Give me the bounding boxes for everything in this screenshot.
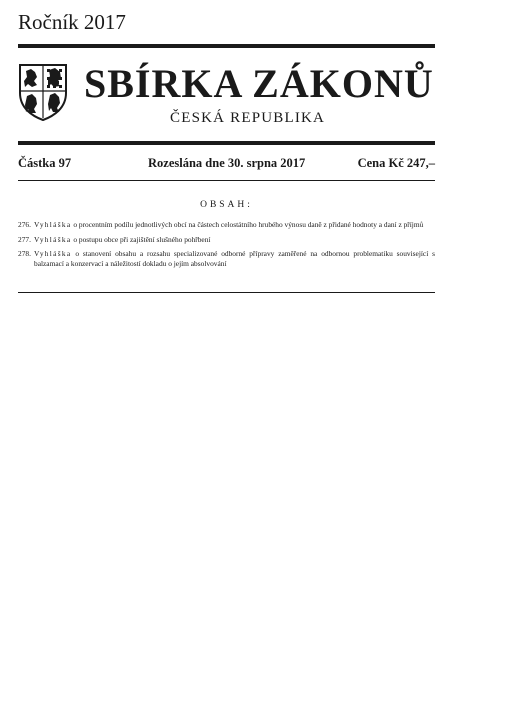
contents-bottom-rule bbox=[18, 292, 435, 293]
toc-item-number: 276. bbox=[18, 220, 31, 229]
toc-item-type: Vyhláška bbox=[34, 234, 72, 244]
table-of-contents bbox=[18, 220, 435, 273]
toc-item-description bbox=[34, 235, 435, 245]
contents-heading: OBSAH: bbox=[200, 200, 253, 210]
issue-part: Částka 97 bbox=[18, 156, 72, 170]
publication-subtitle: ČESKÁ REPUBLIKA bbox=[170, 110, 326, 126]
issue-distribution-date: Rozeslána dne 30. srpna 2017 bbox=[148, 156, 306, 170]
toc-item-number: 277. bbox=[18, 234, 31, 244]
volume-year: Ročník 2017 bbox=[18, 10, 126, 34]
header-top-rule bbox=[18, 44, 435, 48]
toc-item-description bbox=[34, 220, 435, 230]
toc-item-title: o postupu obce při zajištění slušného pohřbení bbox=[71, 234, 211, 244]
issue-info-rule bbox=[18, 180, 435, 181]
header-bottom-rule bbox=[18, 141, 435, 145]
toc-item-title: o stanovení obsahu a rozsahu specializované odborné přípravy zaměřené na odbornou problematiku související s balzamací a konzervací a náležitostí dokladu o jejím absolvování bbox=[34, 249, 435, 268]
toc-item-description bbox=[34, 249, 435, 268]
publication-title: SBÍRKA ZÁKONŮ bbox=[84, 61, 434, 106]
toc-item[interactable] bbox=[18, 249, 435, 268]
toc-item-number: 278. bbox=[18, 249, 31, 259]
toc-item-title: o procentním podílu jednotlivých obcí na částech celostátního hrubého výnosu daně z přidané hodnoty a daní z příjmů bbox=[71, 220, 424, 229]
toc-item-type: Vyhláška bbox=[34, 220, 72, 229]
toc-item[interactable] bbox=[18, 220, 435, 230]
issue-price: Cena Kč 247,– bbox=[357, 156, 435, 170]
toc-item[interactable] bbox=[18, 235, 435, 245]
toc-item-type: Vyhláška bbox=[34, 249, 72, 259]
czech-coat-of-arms-icon bbox=[18, 63, 68, 121]
